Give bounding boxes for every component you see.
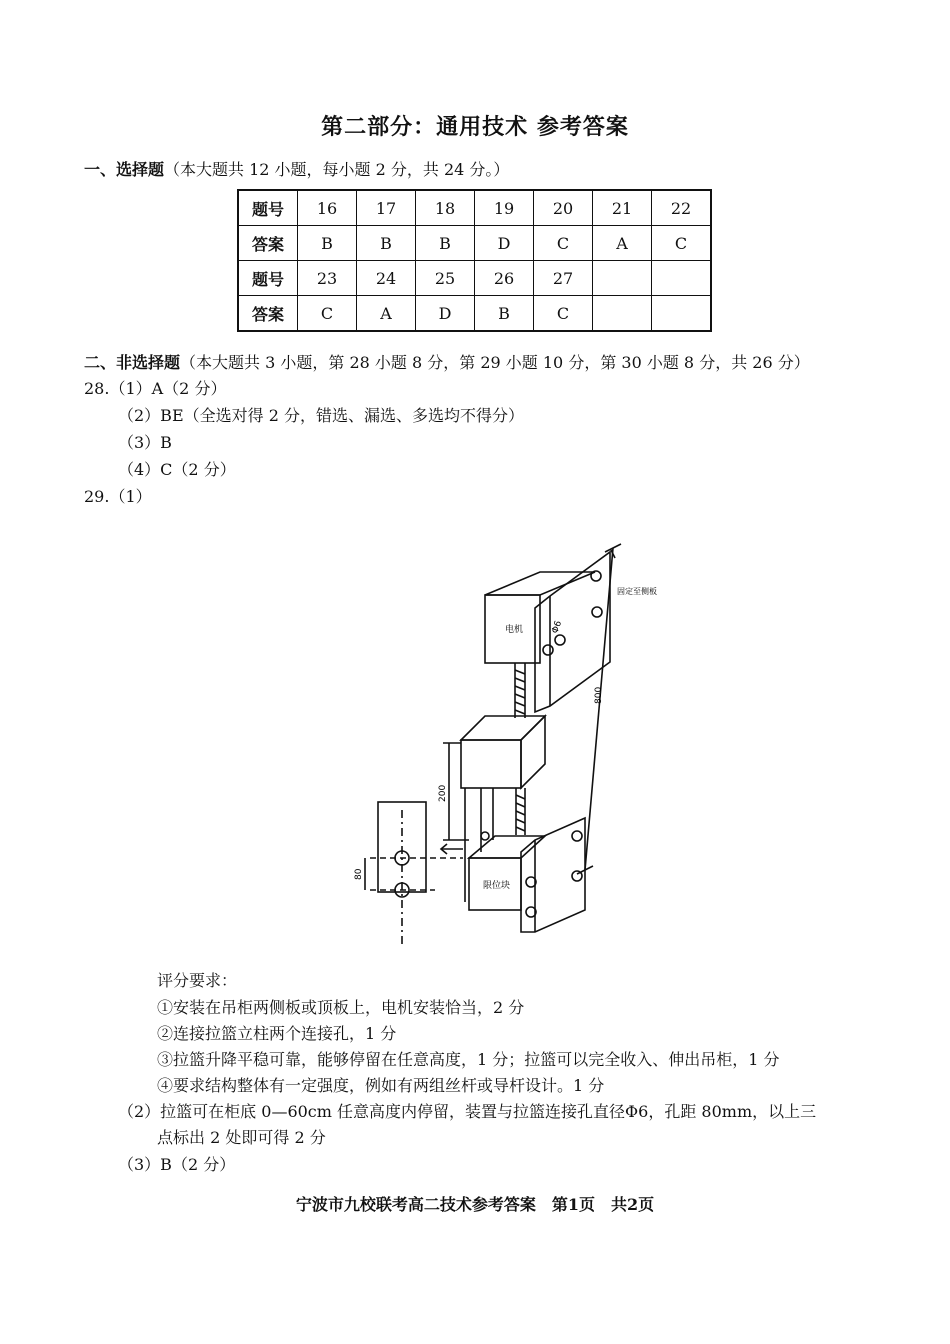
- table-cell: B: [475, 296, 534, 332]
- hole-circle: [592, 607, 602, 617]
- scoring-item-4: ④要求结构整体有一定强度，例如有两组丝杆或导杆设计。1 分: [157, 1076, 605, 1095]
- screw-thread-upper: [515, 670, 525, 714]
- hole-circle: [543, 645, 553, 655]
- scoring-item-1: ①安装在吊柜两侧板或顶板上，电机安装恰当，2 分: [157, 998, 525, 1017]
- middle-block-side: [521, 716, 545, 788]
- scoring-item-2: ②连接拉篮立柱两个连接孔，1 分: [157, 1024, 397, 1043]
- motor-label: 电机: [505, 625, 524, 635]
- table-cell: [652, 261, 712, 296]
- scoring-item-3: ③拉篮升降平稳可靠，能够停留在任意高度，1 分；拉篮可以完全收入、伸出吊柜，1 分: [157, 1050, 780, 1069]
- hole-diameter-label: Φ6: [550, 619, 565, 636]
- section2-heading-line: [84, 350, 810, 373]
- page-footer: 宁波市九校联考高二技术参考答案 第1页 共2页: [295, 1195, 655, 1214]
- section2-heading: 二、非选择题: [84, 353, 181, 372]
- q29-part2-line2: 点标出 2 处即可得 2 分: [157, 1128, 326, 1147]
- dim-800-line: [585, 548, 613, 870]
- table-cell: 答案: [238, 296, 298, 332]
- section1-heading-line: [84, 157, 509, 180]
- table-cell: 16: [298, 190, 357, 226]
- table-cell: 27: [534, 261, 593, 296]
- table-cell: 26: [475, 261, 534, 296]
- scoring-title: 评分要求：: [157, 971, 238, 990]
- table-cell: 19: [475, 190, 534, 226]
- screw-thread-lower: [516, 795, 525, 831]
- section1-note: （本大题共 12 小题，每小题 2 分，共 24 分。）: [164, 160, 510, 179]
- hole-circle: [572, 831, 582, 841]
- table-row: [238, 261, 711, 296]
- table-cell: D: [416, 296, 475, 332]
- table-row: [238, 296, 711, 332]
- table-cell: B: [416, 226, 475, 261]
- q29-part1-label: 29.（1）: [84, 487, 152, 506]
- table-row: [238, 190, 711, 226]
- table-cell: 21: [593, 190, 652, 226]
- table-cell: 22: [652, 190, 712, 226]
- table-cell: C: [534, 226, 593, 261]
- hole-circle: [591, 571, 601, 581]
- table-cell: A: [593, 226, 652, 261]
- hole-circle: [481, 832, 489, 840]
- answer-table: [237, 189, 712, 332]
- dim-200-label: 200: [438, 784, 448, 802]
- table-cell: 答案: [238, 226, 298, 261]
- q28-part1: 28.（1）A（2 分）: [84, 379, 227, 398]
- q28-part3: （3）B: [118, 433, 172, 452]
- hole-circle: [555, 635, 565, 645]
- table-cell: B: [357, 226, 416, 261]
- q28-part4: （4）C（2 分）: [118, 460, 236, 479]
- dim-800-label: 800: [594, 686, 604, 704]
- table-cell: B: [298, 226, 357, 261]
- table-cell: C: [652, 226, 712, 261]
- q29-part2-line1: （2）拉篮可在柜底 0—60cm 任意高度内停留，装置与拉篮连接孔直径Φ6，孔距 80mm，以上三: [118, 1102, 817, 1121]
- page-title: 第二部分：通用技术 参考答案: [321, 115, 629, 140]
- structure-diagram: [345, 540, 675, 945]
- table-cell: D: [475, 226, 534, 261]
- dim-80-label: 80: [354, 868, 364, 880]
- table-cell: [652, 296, 712, 332]
- table-cell: 25: [416, 261, 475, 296]
- q28-part2: （2）BE（全选对得 2 分，错选、漏选、多选均不得分）: [118, 406, 524, 425]
- table-cell: [593, 296, 652, 332]
- table-cell: 17: [357, 190, 416, 226]
- table-cell: A: [357, 296, 416, 332]
- table-cell: 题号: [238, 261, 298, 296]
- table-row: [238, 226, 711, 261]
- side-panel-label: 固定至侧板: [617, 587, 657, 596]
- middle-block-front: [461, 740, 521, 788]
- table-cell: 题号: [238, 190, 298, 226]
- table-cell: C: [534, 296, 593, 332]
- table-cell: 23: [298, 261, 357, 296]
- q29-part3: （3）B（2 分）: [118, 1155, 236, 1174]
- section2-note: （本大题共 3 小题，第 28 小题 8 分，第 29 小题 10 分，第 30 小题 8 分，共 26 分）: [180, 353, 810, 372]
- table-cell: 24: [357, 261, 416, 296]
- limit-block-label: 限位块: [483, 881, 511, 891]
- table-cell: 18: [416, 190, 475, 226]
- table-cell: [593, 261, 652, 296]
- table-cell: 20: [534, 190, 593, 226]
- table-cell: C: [298, 296, 357, 332]
- section1-heading: 一、选择题: [84, 160, 165, 179]
- lower-bracket-plate: [521, 818, 585, 932]
